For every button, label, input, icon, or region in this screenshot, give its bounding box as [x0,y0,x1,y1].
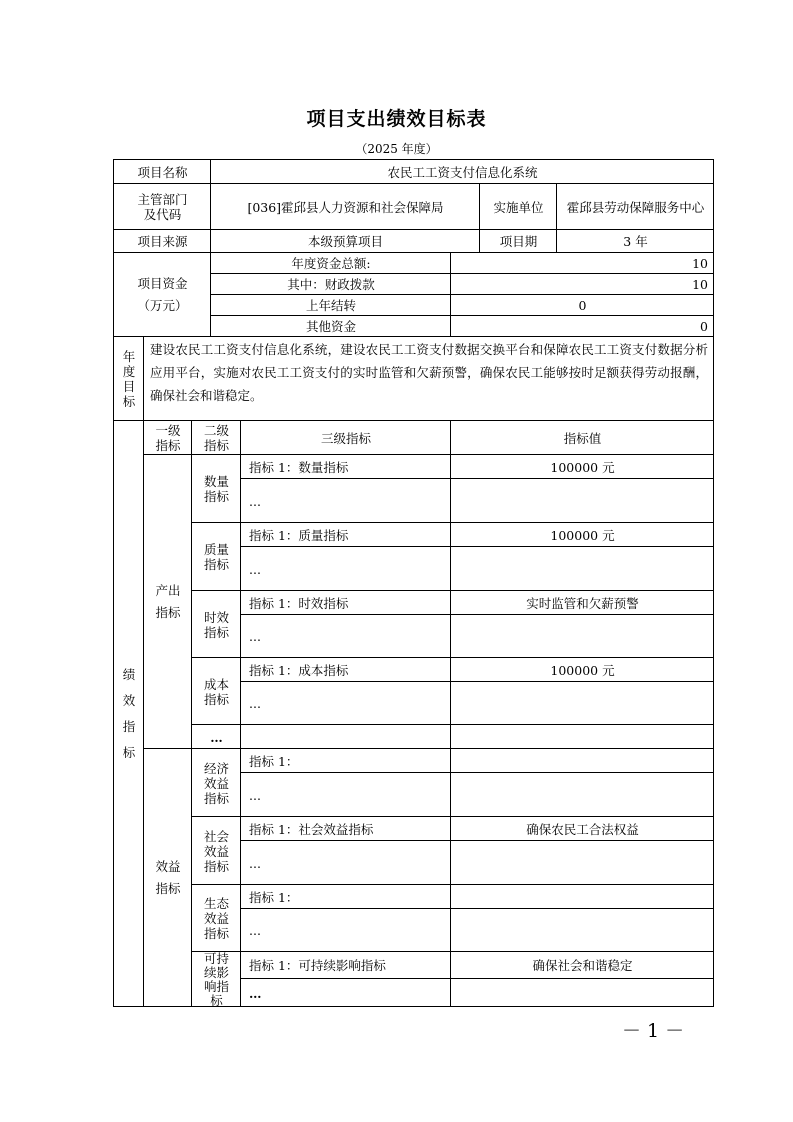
level3-item: ... [240,546,451,591]
level3-item: ... [240,840,451,885]
funds-carryover-label: 上年结转 [210,294,451,316]
dept-label: 主管部门及代码 [114,183,211,230]
level2-extra: … [191,724,241,749]
annual-goal-text: 建设农民工工资支付信息化系统，建设农民工工资支付数据交换平台和保障农民工工资支付数据分析应用平台，实施对农民工工资支付的实时监管和欠薪预警，确保农民工能够按时足额获得劳动报酬，确保社会和谐稳定。 [143,336,714,421]
indicator-value: 确保农民工合法权益 [450,816,714,841]
header-level1: 一级指标 [143,420,192,455]
performance-table [113,159,714,1007]
period-value: 3 年 [556,229,714,253]
level2-timeliness: 时效指标 [191,590,241,658]
source-value: 本级预算项目 [210,229,480,253]
level3-item: 指标 1：时效指标 [240,590,451,615]
level3-item: 指标 1： [240,748,451,773]
level3-item: ... [240,681,451,725]
indicator-value: 实时监管和欠薪预警 [450,590,714,615]
page-number: － 1 － [622,1020,685,1042]
indicator-value [450,840,714,885]
level3-item: 指标 1：质量指标 [240,522,451,547]
level2-quantity: 数量指标 [191,454,241,523]
funds-fiscal-label: 其中：财政拨款 [210,273,451,295]
level2-economic: 经济效益指标 [191,748,241,817]
level3-item: 指标 1：可持续影响指标 [240,951,451,979]
header-level2: 二级指标 [191,420,241,455]
level2-ecological: 生态效益指标 [191,884,241,952]
funds-other-value: 0 [450,315,714,337]
level2-quality: 质量指标 [191,522,241,591]
source-label: 项目来源 [114,229,211,253]
funds-total-value: 10 [450,252,714,274]
indicator-value: 100000 元 [450,522,714,547]
impl-unit-value: 霍邱县劳动保障服务中心 [556,183,714,230]
level3-item: ... [240,772,451,817]
indicator-value [450,772,714,817]
funds-total-label: 年度资金总额: [210,252,451,274]
period-label: 项目期 [479,229,557,253]
impl-unit-label: 实施单位 [479,183,557,230]
indicator-value [450,908,714,952]
level3-item [240,724,451,749]
indicator-value [450,884,714,909]
funds-fiscal-value: 10 [450,273,714,295]
level2-sustainable: 可持续影响指标 [191,951,241,1007]
level1-benefit: 效益指标 [143,748,192,1007]
year-subtitle: （2025 年度） [355,142,438,156]
annual-goal-label: 年度目标 [114,336,144,421]
page-title: 项目支出绩效目标表 [306,108,487,130]
level3-item: 指标 1：数量指标 [240,454,451,479]
level3-item: ... [240,478,451,523]
indicator-value [450,614,714,658]
level3-item: 指标 1：社会效益指标 [240,816,451,841]
funds-label: 项目资金（万元） [114,252,211,337]
level2-social: 社会效益指标 [191,816,241,885]
level3-item: … [240,978,451,1007]
project-name-value: 农民工工资支付信息化系统 [210,160,714,184]
level3-item: 指标 1：成本指标 [240,657,451,682]
indicator-value [450,681,714,725]
level1-output: 产出指标 [143,454,192,749]
header-value: 指标值 [450,420,714,455]
indicators-label: 绩效指标 [114,420,144,1007]
indicator-value [450,748,714,773]
funds-other-label: 其他资金 [210,315,451,337]
level3-item: ... [240,908,451,952]
project-name-label: 项目名称 [137,164,188,180]
level2-cost: 成本指标 [191,657,241,725]
indicator-value [450,478,714,523]
dept-value: [036]霍邱县人力资源和社会保障局 [210,183,480,230]
indicator-value [450,546,714,591]
indicator-value: 100000 元 [450,454,714,479]
level3-item: ... [240,614,451,658]
indicator-value [450,724,714,749]
header-level3: 三级指标 [240,420,451,455]
indicator-value: 100000 元 [450,657,714,682]
indicator-value [450,978,714,1007]
level3-item: 指标 1： [240,884,451,909]
funds-carryover-value: 0 [450,294,714,316]
indicator-value: 确保社会和谐稳定 [450,951,714,979]
